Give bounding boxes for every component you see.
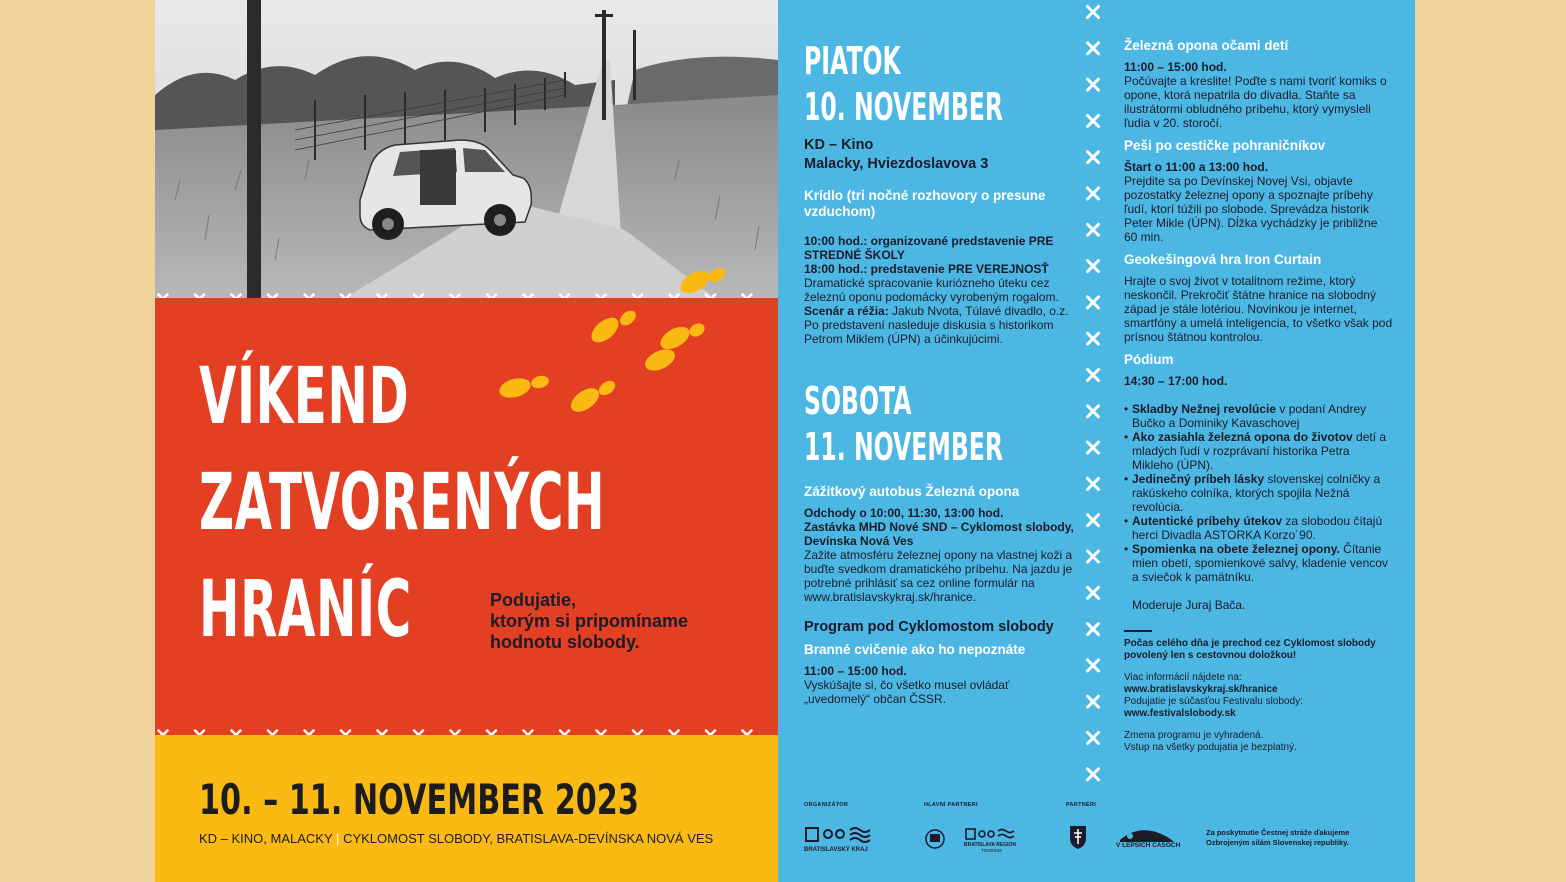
partners-label: PARTNERI: [1066, 802, 1097, 808]
kids-title: Železná opona očami detí: [1124, 38, 1289, 53]
title-line-2: ZATVORENÝCH: [199, 458, 606, 548]
friday-time-public: 18:00 hod.: predstavenie PRE VEREJNOSŤ: [804, 262, 1049, 276]
tagline-line-1: Podujatie,: [490, 590, 577, 610]
tagline-line-3: hodnotu slobody.: [490, 632, 640, 652]
saturday-date: 11. NOVEMBER: [804, 425, 1004, 469]
saturday-program-continued: [1124, 38, 1394, 754]
coat-of-arms-icon: [1068, 824, 1088, 850]
program-change-note: Zmena programu je vyhradená.: [1124, 730, 1264, 741]
venues-line: [199, 831, 713, 846]
border-car-photo: [155, 0, 778, 298]
stage-time: 14:30 – 17:00 hod.: [1124, 374, 1228, 388]
festival-link[interactable]: www.festivalslobody.sk: [1124, 708, 1236, 719]
friday-credits-label: Scenár a réžia:: [804, 304, 889, 318]
friday-day: PIATOK: [804, 39, 901, 83]
friday-date: 10. NOVEMBER: [804, 85, 1004, 129]
saturday-day: SOBOTA: [804, 379, 912, 423]
drill-description: Vyskúšajte si, čo všetko musel ovládať „uvedomelý“ občan ČSSR.: [804, 678, 1010, 706]
bratislava-tourism-emblem-icon: [964, 826, 1018, 842]
castle-emblem-icon: [924, 824, 946, 852]
geocaching-title: Geokešingová hra Iron Curtain: [1124, 252, 1322, 267]
poster-left-panel: [155, 0, 778, 882]
bratislava-region-logo-text: BRATISLAVA REGION: [964, 842, 1017, 848]
drill-title: Branné cvičenie ako ho nepoznáte: [804, 642, 1026, 657]
venue-malacky: KD – KINO, MALACKY: [199, 831, 333, 846]
footprints-illustration: [485, 260, 745, 420]
program-panel: [778, 0, 1415, 882]
v-lepsich-casoch-logo-text: V LEPŠÍCH ČASOCH: [1116, 842, 1181, 849]
drill-time: 11:00 – 15:00 hod.: [804, 664, 907, 678]
tagline-line-2: ktorým si pripomíname: [490, 611, 689, 631]
info-link[interactable]: www.bratislavskykraj.sk/hranice: [1124, 684, 1278, 695]
friday-description: Dramatické spracovanie kuriózneho úteku cez železnú oponu podomácky vyrobeným rogalom.: [804, 276, 1059, 304]
title-line-3: HRANÍC: [199, 565, 412, 655]
friday-venue-name: KD – Kino: [804, 137, 874, 153]
info-label: Viac informácií nájdete na:: [1124, 672, 1242, 683]
friday-program: [804, 136, 1074, 346]
kids-description: Počúvajte a kreslite! Poďte s nami tvoriť komiks o opone, ktorá nepatrila do divadla. Staňte sa ilustrátormi obludného príbehu, ktorý vymysleli ľudia v 20. storočí.: [1124, 74, 1387, 130]
bratislava-tourism-logo-text: TOURISM: [981, 848, 1002, 853]
stage-item: • Skladby Nežnej revolúcie v podaní Andrey Bučko a Dominiky Kavaschovej: [1124, 402, 1394, 430]
kids-time: 11:00 – 15:00 hod.: [1124, 60, 1227, 74]
event-date: 10. – 11. NOVEMBER 2023: [199, 775, 639, 824]
geocaching-description: Hrajte o svoj život v totalitnom režime, ktorý neskončil. Prekročiť štátne hranice na slobodný západ je stále lotériou. Novinkou je internet, smartfóny a umelá inteligencia, to všetko však pod prísnou štátnou kontrolou.: [1124, 274, 1393, 344]
friday-credits-text: Jakub Nvota, Túlavé divadlo, o.z. Po predstavení nasleduje diskusia s historikom Petrom Miklem (ÚPN) a účinkujúcimi.: [804, 304, 1069, 346]
bus-description: Zažite atmosféru železnej opony na vlastnej koži a buďte svedkom dramatického príbehu. Na jazdu je potrebné prihlásiť sa cez online formulár na www.bratislavskykraj.sk/hranice.: [804, 548, 1073, 604]
stage-list: [1124, 402, 1394, 584]
poster: [155, 0, 1415, 882]
main-partners-label: HLAVNÍ PARTNERI: [924, 802, 978, 808]
stage-item: • Ako zasiahla železná opona do životov detí a mladých ľudí v rozprávaní historika Petra Mikleho (ÚPN).: [1124, 430, 1394, 472]
partners-footer: [778, 790, 1415, 882]
saturday-program: [804, 484, 1074, 706]
venue-separator: |: [336, 831, 340, 846]
stitch-column: [1084, 0, 1102, 800]
walk-title: Peši po cestičke pohraničníkov: [1124, 138, 1326, 153]
bratislavsky-kraj-logo-text: BRATISLAVSKÝ KRAJ: [804, 847, 868, 853]
bus-title: Zážitkový autobus Železná opona: [804, 484, 1020, 499]
thanks-note: Za poskytnutie Čestnej stráže ďakujeme Ozbrojeným silám Slovenskej republiky.: [1206, 828, 1350, 847]
free-entry-note: Vstup na všetky podujatia je bezplatný.: [1124, 742, 1297, 753]
stage-title: Pódium: [1124, 352, 1174, 367]
friday-event-title: Krídlo (tri nočné rozhovory o presune vzduchom): [804, 188, 1046, 219]
moderator: Moderuje Juraj Bača.: [1132, 598, 1246, 612]
walk-description: Prejdite sa po Devínskej Novej Vsi, objavte pozostatky železnej opony a spoznajte príbehy ľudí, ktorí túžili po slobode. Sprevádza historik Peter Mikle (ÚPN). Dĺžka vychádzky je približne 60 min.: [1124, 174, 1378, 244]
friday-venue-address: Malacky, Hviezdoslavova 3: [804, 156, 989, 172]
festival-label: Podujatie je súčasťou Festivalu slobody:: [1124, 696, 1303, 707]
bus-stop: Zastávka MHD Nové SND – Cyklomost slobody, Devínska Nová Ves: [804, 520, 1074, 548]
venue-cyklomost: CYKLOMOST SLOBODY, BRATISLAVA-DEVÍNSKA NOVÁ VES: [343, 831, 714, 846]
bus-times: Odchody o 10:00, 11:30, 13:00 hod.: [804, 506, 1004, 520]
bridge-notice: Počas celého dňa je prechod cez Cyklomost slobody povolený len s cestovnou doložkou!: [1124, 638, 1376, 661]
bratislava-region-emblem-icon: [804, 824, 878, 844]
stage-item: • Jedinečný príbeh lásky slovenskej colníčky a rakúskeho colníka, ktorých spojila Nežná revolúcia.: [1124, 472, 1394, 514]
stage-item: • Spomienka na obete železnej opony. Čítanie mien obetí, spomienkové salvy, kladenie vencov a sviečok k pamätníku.: [1124, 542, 1394, 584]
tagline: [490, 590, 688, 653]
title-line-1: VÍKEND: [199, 352, 410, 442]
friday-time-schools: 10:00 hod.: organizované predstavenie PRE STREDNÉ ŠKOLY: [804, 234, 1054, 262]
stage-item: • Autentické príbehy útekov za slobodou čítajú herci Divadla ASTORKA Korzo´90.: [1124, 514, 1394, 542]
organizer-label: ORGANIZÁTOR: [804, 802, 849, 808]
program-title: Program pod Cyklomostom slobody: [804, 619, 1054, 635]
friday-credits: [804, 304, 1074, 346]
walk-time: Štart o 11:00 a 13:00 hod.: [1124, 160, 1269, 174]
